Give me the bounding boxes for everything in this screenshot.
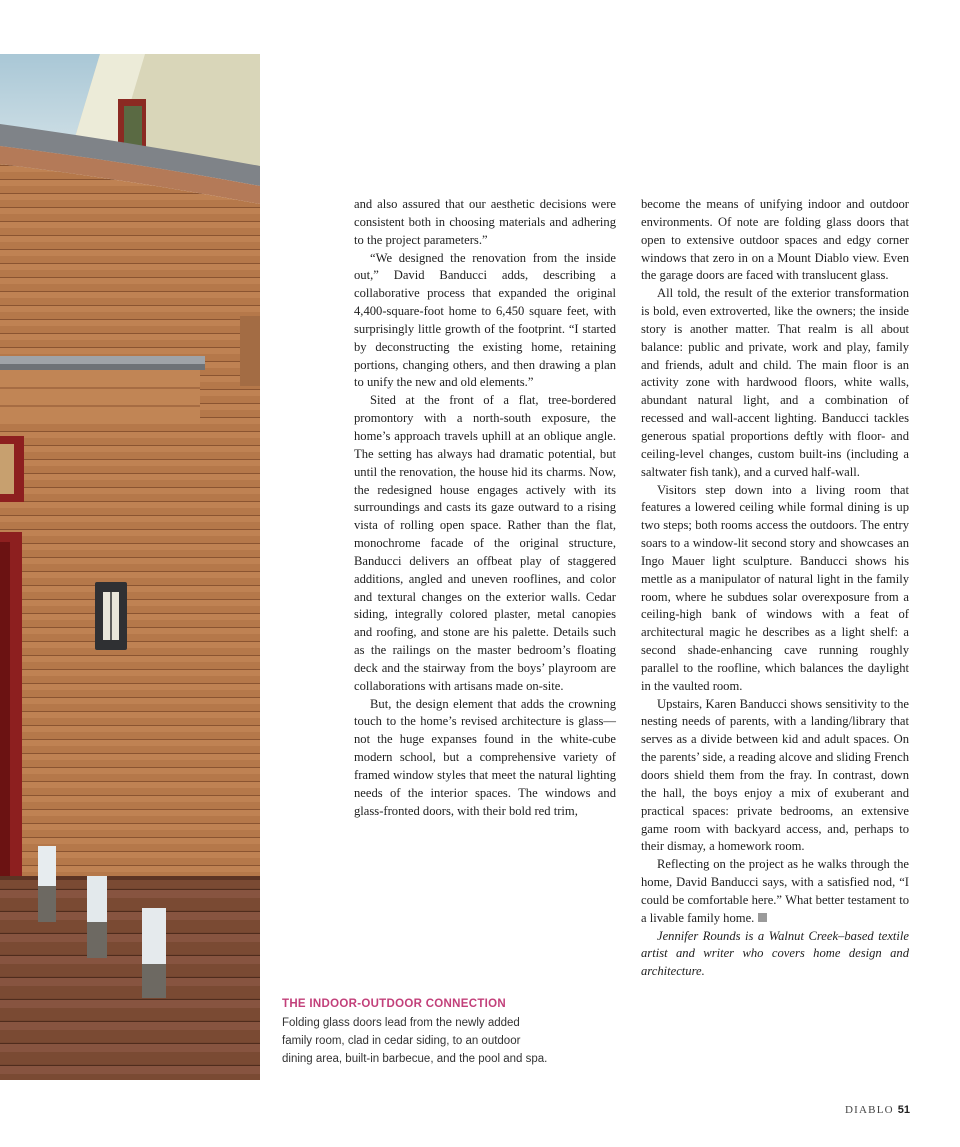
author-byline: Jennifer Rounds is a Walnut Creek–based textile artist and writer who covers home design and architecture. <box>641 928 909 979</box>
house-exterior-photo <box>0 54 260 1080</box>
paragraph-text: Reflecting on the project as he walks through the home, David Banducci says, with a satisfied nod, “I could be comfortable here.” What better testament to a livable family home. <box>641 857 909 925</box>
caption-text: Folding glass doors lead from the newly added family room, clad in cedar siding, to an outdoor dining area, built-in barbecue, and the pool and spa. <box>282 1017 548 1065</box>
paragraph: become the means of unifying indoor and outdoor environments. Of note are folding glass doors that open to extensive outdoor spaces and edgy corner windows that zero in on a Mount Diablo view. Even the garage doors are faced with translucent glass. <box>641 197 909 283</box>
article-column-2 <box>641 196 909 981</box>
page-number: 51 <box>897 1104 911 1116</box>
end-mark-icon <box>758 913 767 922</box>
paragraph: Sited at the front of a flat, tree-bordered promontory with a north-south exposure, the home’s approach travels uphill at an oblique angle. The setting has always had dramatic potential, but until the renovation, the house hid its charms. Now, the redesigned house engages actively with its surroundings and casts its gaze outward to a rising vista of rolling open space. Rather than the flat, monochrome facade of the original structure, Banducci delivers an offbeat play of staggered additions, angled and uneven rooflines, and color and textural changes on the exterior walls. Cedar siding, integrally colored plaster, metal canopies and roofing, and stone are his palette. Details such as the railings on the master bedroom’s floating deck and the stairway from the boys’ playroom are collaborations with artisans made on-site. <box>354 393 616 693</box>
magazine-name: DIABLO <box>845 1104 894 1116</box>
caption-title: THE INDOOR-OUTDOOR CONNECTION <box>282 998 506 1010</box>
paragraph: All told, the result of the exterior transformation is bold, even extroverted, like the owners; the inside story is another matter. That realm is all about balance: public and private, work and play, family and friends, adult and child. The main floor is an activity zone with hardwood floors, white walls, abundant natural light, and a combination of recessed and wall-accent lighting. Banducci tackles generous spatial proportions deftly with floor- and ceiling-level changes, custom built-ins (including a saltwater fish tank), and a curved half-wall. <box>641 286 909 479</box>
paragraph: and also assured that our aesthetic decisions were consistent both in choosing materials and adhering to the project parameters.” <box>354 197 616 247</box>
paragraph: Visitors step down into a living room that features a lowered ceiling while formal dining is up two steps; both rooms access the outdoors. The entry soars to a window-lit second story and showcases an Ingo Mauer light sculpture. Banducci shows his mettle as a manipulator of natural light in the family room, where he subdues solar overexposure from a ceiling-high bank of windows with a feat of architectural magic he describes as a light shelf: a second shade-enhancing cave running roughly parallel to the roofline, which balances the daylight in the vaulted room. <box>641 482 909 693</box>
paragraph: But, the design element that adds the crowning touch to the home’s revised architecture is glass—not the huge expanses found in the white-cube modern school, but a comprehensive variety of framed window styles that meet the natural lighting needs of the interior spaces. The windows and glass-fronted doors, with their bold red trim, <box>354 696 616 818</box>
paragraph: Upstairs, Karen Banducci shows sensitivity to the nesting needs of parents, with a landing/library that serves as a divide between kid and adult spaces. On the parents’ side, a reading alcove and sliding French doors shield them from the fray. In contrast, down the hall, the boys enjoy a mix of exuberant and practical spaces: private bedrooms, an extensive game room with backyard access, and, perhaps to their dismay, a homework room. <box>641 696 909 854</box>
paragraph-final <box>641 856 909 927</box>
article-column-1 <box>354 196 616 821</box>
photo-caption <box>282 996 552 1068</box>
page-footer <box>845 1104 910 1116</box>
paragraph: “We designed the renovation from the inside out,” David Banducci adds, describing a collaborative process that expanded the original 4,400-square-foot home to 6,450 square feet, with surprisingly little growth of the footprint. “I started by deconstructing the existing home, retaining portions, changing others, and then drawing a plan to unify the new and old elements.” <box>354 250 616 390</box>
